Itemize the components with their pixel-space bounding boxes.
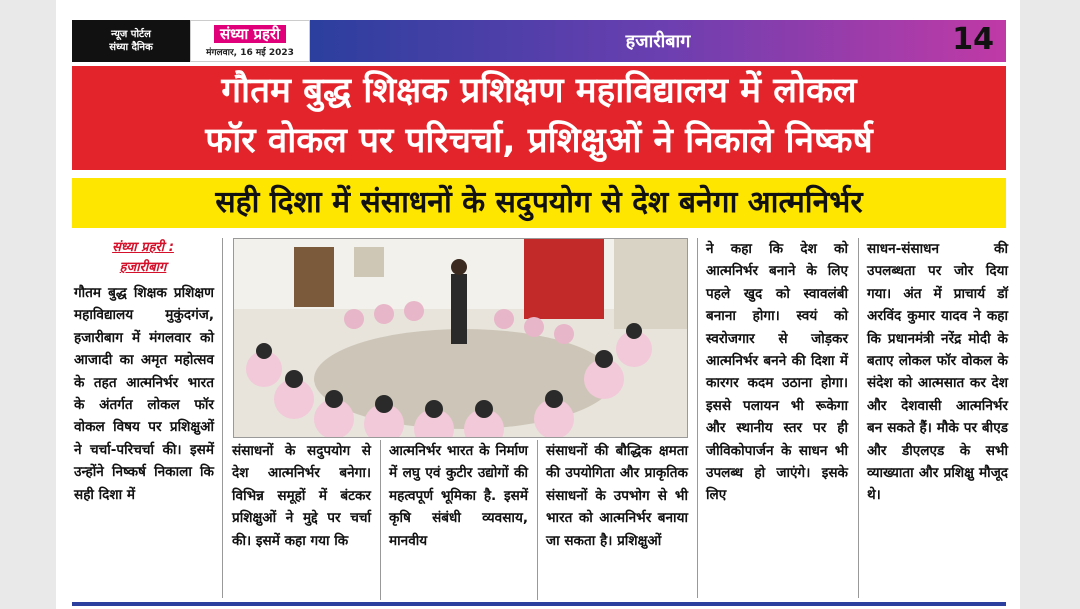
column-divider [537,440,538,600]
column-divider [697,238,698,598]
article-column-6: साधन-संसाधन की उपलब्धता पर जोर दिया गया। अंत में प्राचार्य डॉ अरविंद कुमार यादव ने कहा कि प्रधानमंत्री नरेंद्र मोदी के बताए लोकल फॉर वोकल के संदेश को आत्मसात कर देश और देशवासी आत्मनिर्भर बन सकते हैं। मौके पर बीएड और डीएलएड के सभी व्याख्याता और प्रशिक्षु मौजूद थे। [867,241,1008,504]
tagline-line1: न्यूज पोर्टल [111,29,151,40]
byline-source: संध्या प्रहरी : [112,240,174,255]
article-column-1: गौतम बुद्ध शिक्षक प्रशिक्षण महाविद्यालय मुकुंदगंज, हजारीबाग में मंगलवार को आजादी का अमृत महोत्सव के तहत आत्मनिर्भर भारत के अंतर्गत लोकल फॉर वोकल विषय पर प्रशिक्षुओं ने चर्चा-परिचर्चा की। इसमें उन्होंने निष्कर्ष निकाला कि सही दिशा में [74,285,214,503]
headline-line2: फॉर वोकल पर परिचर्चा, प्रशिक्षुओं ने निकाले निष्कर्ष [205,121,873,161]
classroom-photo [233,238,688,438]
page-bottom-rule [72,602,1006,606]
column-divider [222,238,223,598]
section-title: हजारीबाग [625,31,691,52]
brand-logo [190,20,310,62]
headline-line1: गौतम बुद्ध शिक्षक प्रशिक्षण महाविद्यालय में लोकल [221,71,857,111]
classroom-photo-icon [234,239,688,438]
article-column-2: संसाधनों के सदुपयोग से देश आत्मनिर्भर बनेगा। विभिन्न समूहों में बंटकर प्रशिक्षुओं ने मुद्दे पर चर्चा की। इसमें कहा गया कि [232,443,371,549]
byline-place: हजारीबाग [119,260,167,275]
brand-name: संध्या प्रहरी [214,25,286,43]
newspaper-page [56,0,1020,609]
column-divider [858,238,859,598]
article-column-4: संसाधनों की बौद्धिक क्षमता की उपयोगिता और प्राकृतिक संसाधनों के उपभोग से भी भारत को आत्मनिर्भर बनाया जा सकता है। प्रशिक्षुओं [546,443,688,549]
issue-date: मंगलवार, 16 मई 2023 [206,47,294,58]
article-column-3: आत्मनिर्भर भारत के निर्माण में लघु एवं कुटीर उद्योगों की महत्वपूर्ण भूमिका है. इसमें कृषि संबंधी व्यवसाय, मानवीय [389,443,528,549]
masthead [72,20,1006,62]
article-column-5: ने कहा कि देश को आत्मनिर्भर बनाने के लिए पहले खुद को स्वावलंबी बनाना होगा। स्वयं को स्वरोजगार से जोड़कर आत्मनिर्भर बनने की दिशा में कारगर कदम उठाना होगा। इससे पलायन भी रूकेगा और स्थानीय स्तर पर ही जीविकोपार्जन के साधन भी उपलब्ध हो जाएंगे। इसके लिए [706,241,848,504]
tagline-line2: संध्या दैनिक [109,42,153,53]
column-divider [380,440,381,600]
subheadline: सही दिशा में संसाधनों के सदुपयोग से देश बनेगा आत्मनिर्भर [72,178,1006,228]
page-number: 14 [952,22,994,57]
masthead-tagline [72,20,190,62]
headline [72,66,1006,170]
byline [74,238,212,278]
section-banner [310,20,1006,62]
